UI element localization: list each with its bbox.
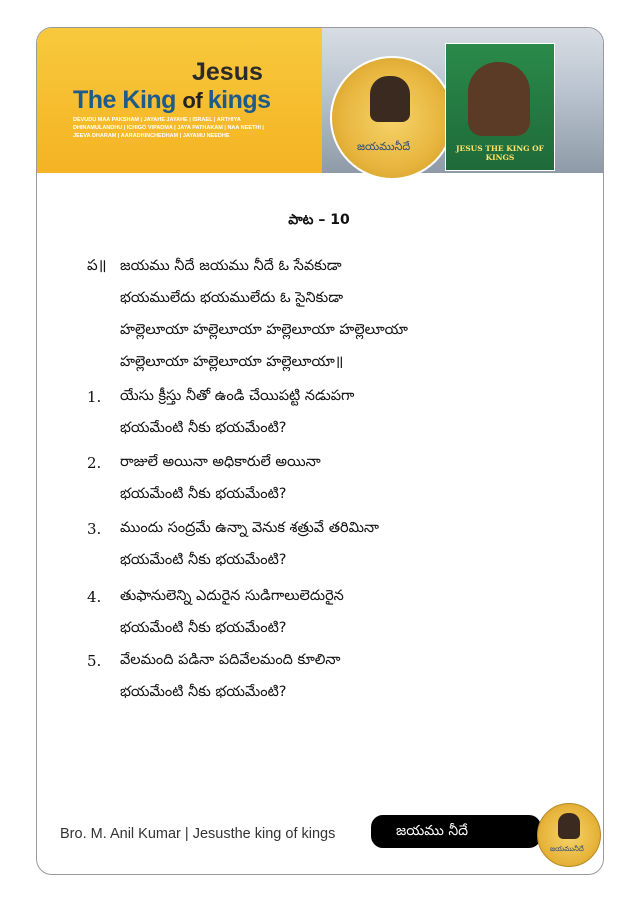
album-cover-title: JESUS THE KING OF KINGS	[455, 144, 544, 162]
song-heading: పాట – 10	[288, 212, 350, 228]
verse-line: భయమేంటి నీకు భయమేంటి?	[120, 486, 287, 502]
album-title-kings: kings	[207, 86, 271, 114]
album-title-of: of	[182, 88, 208, 113]
verse-line: ముందు సంద్రమే ఉన్నా వెనుక శత్రువే తరిమినా	[120, 520, 380, 536]
track-list-line: JEEVA DHARAM | AARADHINCHEDHAM | JAYAMU NEEDHE	[73, 132, 230, 139]
verse-number: 4.	[87, 588, 102, 606]
album-track-list	[73, 117, 313, 140]
refrain-line: జయము నీదే జయము నీదే ఓ సేవకుడా	[120, 258, 342, 274]
verse-number: 1.	[87, 388, 102, 406]
verse-number: 2.	[87, 454, 102, 472]
verse-line: యేసు క్రీస్తు నీతో ఉండి చేయిపట్టి నడుపగా	[120, 388, 355, 404]
footer-author: Bro. M. Anil Kumar | Jesusthe king of kings	[60, 826, 336, 842]
verse-line: తుఫానులెన్ని ఎదురైన సుడిగాలులెదురైన	[120, 588, 344, 604]
footer-song-title-pill: జయము నీదే	[371, 815, 541, 848]
artist-portrait-image	[558, 813, 580, 839]
verse-line: భయమేంటి నీకు భయమేంటి?	[120, 684, 287, 700]
refrain-marker: ప॥	[87, 256, 107, 274]
verse-line: రాజులే అయినా అధికారులే అయినా	[120, 454, 321, 470]
track-list-line: DEVUDU MAA PAKSHAM | JAYAHE JAYAHE | ISRAEL | ARTHIYA	[73, 117, 241, 123]
album-cover-image	[445, 43, 555, 171]
header-banner	[37, 28, 603, 173]
verse-line: భయమేంటి నీకు భయమేంటి?	[120, 420, 287, 436]
verse-number: 3.	[87, 520, 102, 538]
refrain-line: హల్లెలూయా హల్లెలూయా హల్లెలూయా హల్లెలూయా	[120, 322, 408, 338]
verse-line: వేలమంది పడినా పదివేలమంది కూలినా	[120, 652, 341, 668]
artist-portrait-image	[468, 62, 530, 136]
verse-line: భయమేంటి నీకు భయమేంటి?	[120, 620, 287, 636]
banner-yellow-panel	[37, 28, 322, 173]
page-frame	[36, 27, 604, 875]
cd-label: జయమునీదే	[357, 140, 411, 153]
album-badge-image	[537, 803, 601, 867]
cd-disc-image	[330, 56, 454, 180]
refrain-line: భయములేదు భయములేదు ఓ సైనికుడా	[120, 290, 343, 306]
artist-portrait-image	[370, 76, 410, 122]
album-title-jesus: Jesus	[192, 58, 263, 86]
album-title-king	[73, 86, 271, 115]
refrain-line: హల్లెలూయా హల్లెలూయా హల్లెలూయా॥	[120, 354, 344, 370]
badge-label: జయమునీదే	[550, 845, 584, 853]
track-list-line: DHINAMULANDHU | ICHIGO VIPADMA | JAYA PATHAKAM | NAA NEETHI |	[73, 124, 264, 131]
album-title-the-king: The King	[73, 86, 183, 114]
verse-line: భయమేంటి నీకు భయమేంటి?	[120, 552, 287, 568]
verse-number: 5.	[87, 652, 102, 670]
